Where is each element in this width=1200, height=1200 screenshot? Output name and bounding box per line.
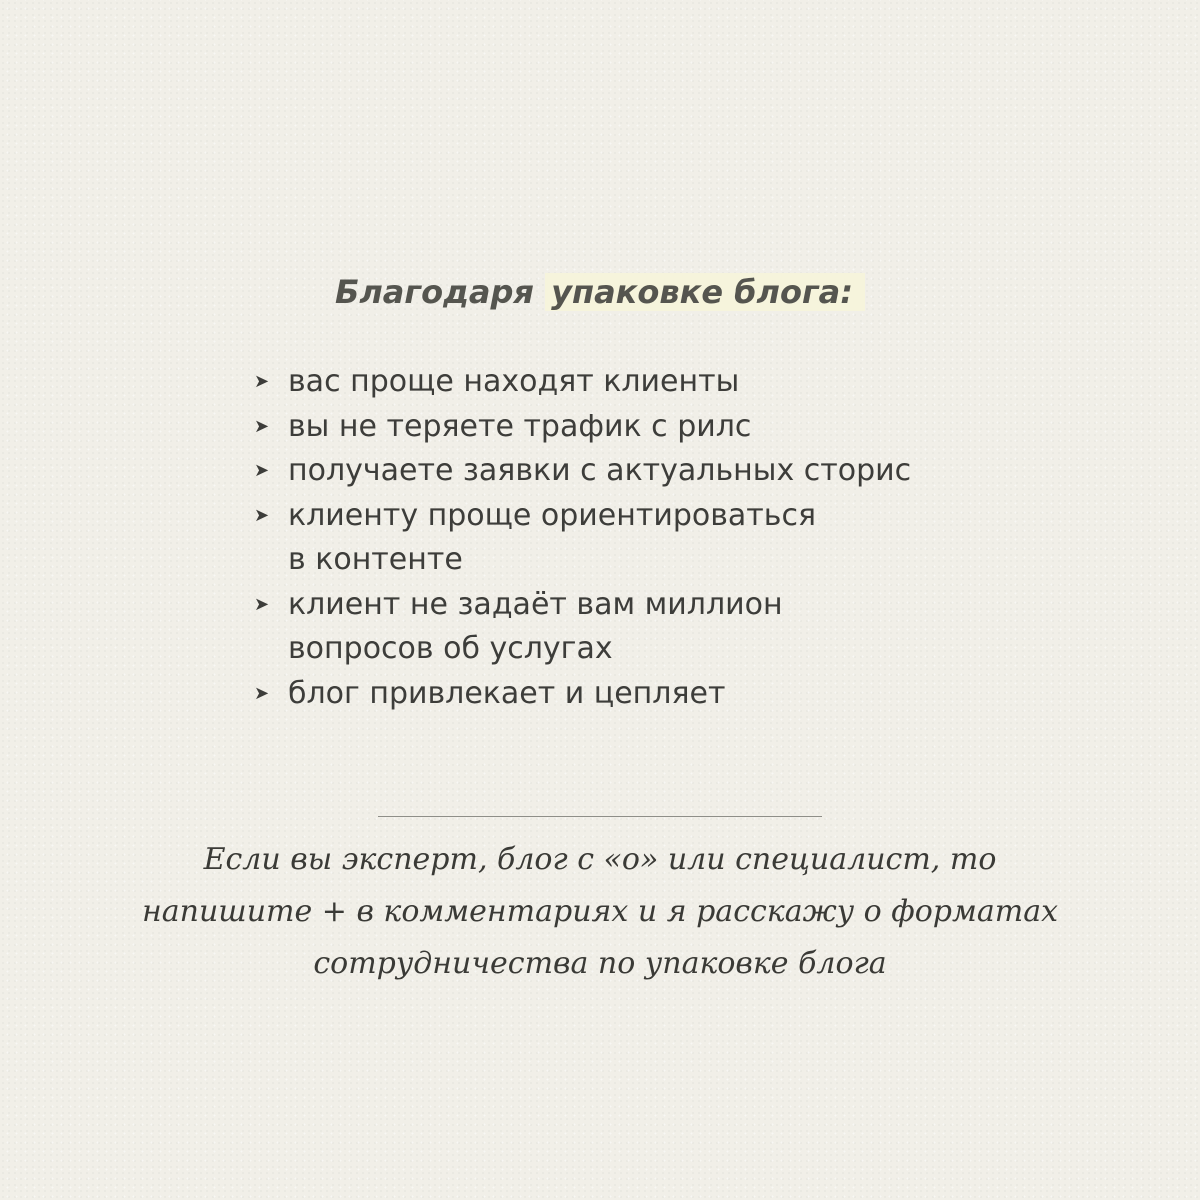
list-item-text: клиенту проще ориентироваться в контенте — [288, 497, 816, 577]
list-item — [254, 405, 1054, 450]
heading — [0, 262, 1200, 322]
arrowhead-bullet-icon: ➤ — [254, 371, 270, 392]
list-item — [254, 672, 1054, 717]
list-item-text: получаете заявки с актуальных сторис — [288, 453, 912, 488]
arrowhead-bullet-icon: ➤ — [254, 460, 270, 481]
benefits-list — [254, 360, 1054, 716]
list-item-text: клиент не задаёт вам миллион вопросов об услугах — [288, 586, 783, 666]
list-item-text: вас проще находят клиенты — [288, 364, 740, 399]
arrowhead-bullet-icon: ➤ — [254, 593, 270, 615]
arrowhead-bullet-icon: ➤ — [254, 504, 270, 526]
list-item-text: блог привлекает и цепляет — [288, 675, 726, 711]
heading-highlight: упаковке блога: — [545, 273, 865, 311]
arrowhead-bullet-icon: ➤ — [254, 415, 270, 437]
arrowhead-bullet-icon: ➤ — [254, 682, 270, 704]
call-to-action-text: Если вы эксперт, блог с «о» или специалист, то напишите + в комментариях и я расскажу о форматах сотрудничества по упаковке блога — [142, 842, 1058, 981]
list-item — [254, 449, 1054, 494]
divider — [378, 816, 822, 817]
list-item — [254, 360, 1054, 405]
list-item-text: вы не теряете трафик с рилс — [288, 408, 752, 444]
list-item — [254, 583, 1054, 672]
heading-text: Благодаря — [334, 273, 534, 311]
list-item — [254, 494, 1054, 583]
